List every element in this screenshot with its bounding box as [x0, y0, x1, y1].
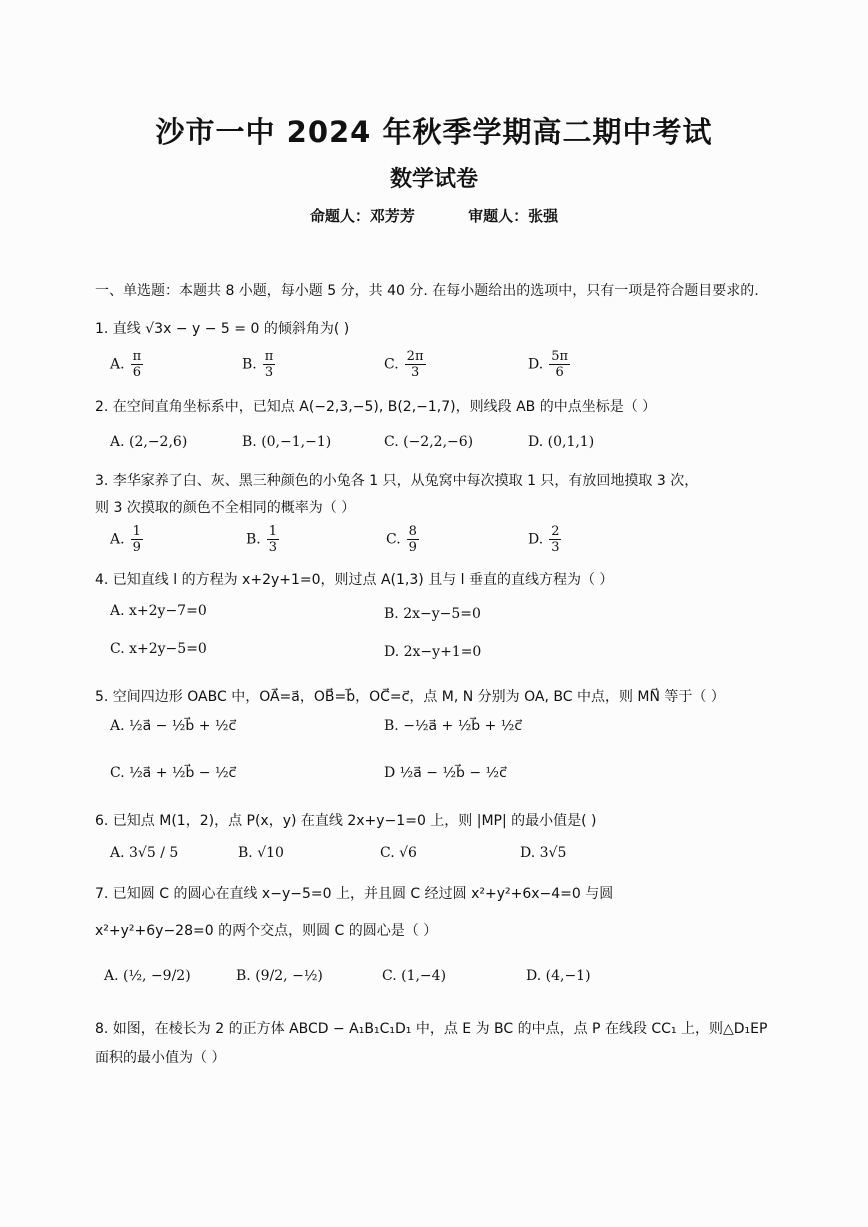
q5-option-c: C. ½a⃗ + ½b⃗ − ½c⃗: [110, 765, 237, 781]
q4-option-a: A. x+2y−7=0: [110, 603, 207, 619]
q1-option-d: D. $\frac{5\pi}{6}$: [528, 349, 569, 380]
author-line: [0, 205, 868, 226]
q3-option-d: D. $\frac{2}{3}$: [528, 524, 560, 555]
q6-option-a: A. 3√5 / 5: [110, 845, 179, 861]
q2-option-d: D. (0,1,1): [528, 434, 595, 450]
q3-option-a: A. $\frac{1}{9}$: [110, 524, 141, 555]
question-7-stem-line2: x²+y²+6y−28=0 的两个交点，则圆 C 的圆心是（ ）: [95, 923, 438, 939]
question-8-stem-line1: 8. 如图，在棱长为 2 的正方体 ABCD − A₁B₁C₁D₁ 中，点 E 为 BC 的中点，点 P 在线段 CC₁ 上，则△D₁EP: [95, 1021, 768, 1037]
q1-option-a: A. $\frac{\pi}{6}$: [110, 349, 142, 380]
q7-option-c: C. (1,−4): [382, 968, 447, 984]
q7-option-b: B. (9/2, −½): [236, 968, 323, 984]
exam-subtitle: 数学试卷: [389, 167, 478, 192]
q4-option-d: D. 2x−y+1=0: [384, 644, 482, 660]
q2-option-a: A. (2,−2,6): [110, 434, 188, 450]
q3-option-c: C. $\frac{8}{9}$: [386, 524, 417, 555]
exam-title: 沙市一中 2024 年秋季学期高二期中考试: [155, 115, 713, 149]
section-heading: 一、单选题：本题共 8 小题，每小题 5 分，共 40 分. 在每小题给出的选项中，只有一项是符合题目要求的.: [95, 283, 759, 299]
question-3-stem-line2: 则 3 次摸取的颜色不全相同的概率为（ ）: [95, 500, 356, 516]
q5-option-a: A. ½a⃗ − ½b⃗ + ½c⃗: [110, 718, 237, 734]
question-3-stem-line1: 3. 李华家养了白、灰、黑三种颜色的小兔各 1 只，从兔窝中每次摸取 1 只，有放回地摸取 3 次，: [95, 473, 699, 489]
q2-option-b: B. (0,−1,−1): [242, 434, 332, 450]
q5-option-d: D ½a⃗ − ½b⃗ − ½c⃗: [384, 765, 507, 781]
question-1-stem: 1. 直线 √3x − y − 5 = 0 的倾斜角为( ): [95, 321, 350, 337]
q6-option-d: D. 3√5: [520, 845, 567, 861]
author: 命题人：邓芳芳: [309, 207, 415, 225]
q4-option-b: B. 2x−y−5=0: [384, 606, 481, 622]
question-5-stem: 5. 空间四边形 OABC 中，OA⃗=a⃗，OB⃗=b⃗，OC⃗=c⃗，点 M, N 分别为 OA, BC 中点，则 MN⃗ 等于（ ）: [95, 689, 725, 705]
q7-option-a: A. (½, −9/2): [104, 968, 191, 984]
q2-option-c: C. (−2,2,−6): [384, 434, 474, 450]
q5-option-b: B. −½a⃗ + ½b⃗ + ½c⃗: [384, 718, 523, 734]
question-6-stem: 6. 已知点 M(1，2)，点 P(x，y) 在直线 2x+y−1=0 上，则 |MP| 的最小值是( ): [95, 813, 597, 829]
question-4-stem: 4. 已知直线 l 的方程为 x+2y+1=0，则过点 A(1,3) 且与 l 垂直的直线方程为（ ）: [95, 572, 614, 588]
q1-option-c: C. $\frac{2\pi}{3}$: [384, 349, 424, 380]
q6-option-b: B. √10: [238, 845, 284, 861]
q1-option-b: B. $\frac{\pi}{3}$: [242, 349, 274, 380]
q6-option-c: C. √6: [380, 845, 417, 861]
reviewer: 审题人：张强: [468, 207, 559, 225]
q3-option-b: B. $\frac{1}{3}$: [246, 524, 278, 555]
question-7-stem-line1: 7. 已知圆 C 的圆心在直线 x−y−5=0 上，并且圆 C 经过圆 x²+y²+6x−4=0 与圆: [95, 886, 614, 902]
question-8-stem-line2: 面积的最小值为（ ）: [95, 1050, 226, 1066]
q7-option-d: D. (4,−1): [526, 968, 591, 984]
question-2-stem: 2. 在空间直角坐标系中，已知点 A(−2,3,−5), B(2,−1,7)，则线段 AB 的中点坐标是（ ）: [95, 399, 657, 415]
q4-option-c: C. x+2y−5=0: [110, 641, 207, 657]
